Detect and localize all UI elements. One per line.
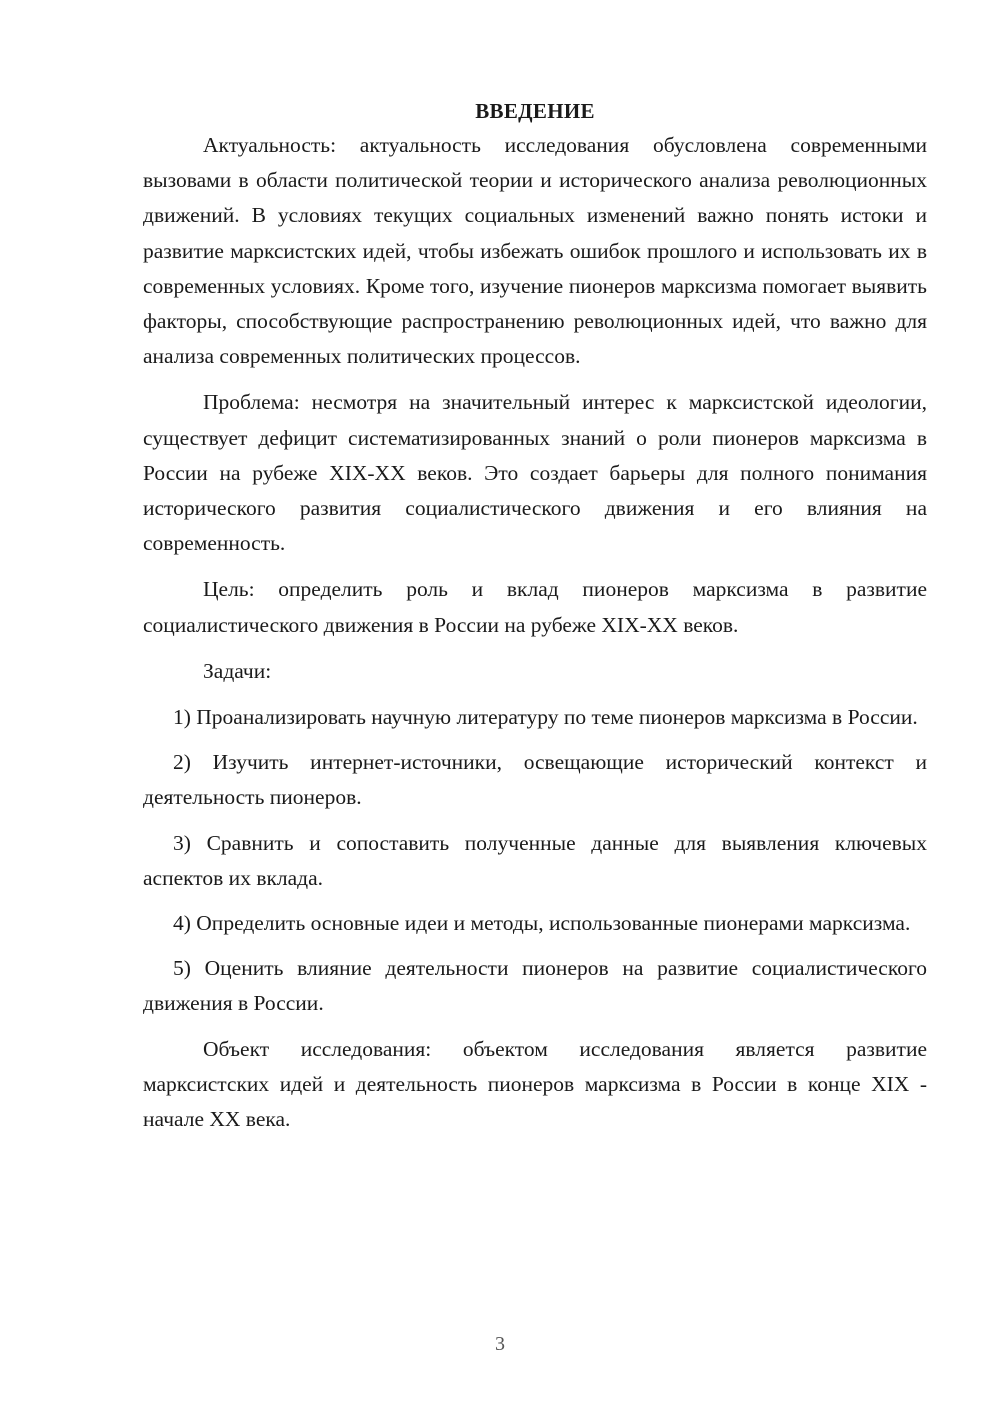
task-item: 4) Определить основные идеи и методы, использованные пионерами марксизма.	[173, 911, 911, 936]
page-number: 3	[495, 1333, 505, 1355]
problem-paragraph: Проблема: несмотря на значительный интерес к марксистской идеологии, существует дефицит систематизированных знаний о роли пионеров марксизма в России на рубеже XIX-XX веков. Это создает барьеры для полного понимания исторического развития социалистического движения и его влияния на современность.	[143, 390, 927, 556]
task-item: 1) Проанализировать научную литературу по теме пионеров марксизма в России.	[173, 705, 918, 730]
relevance-paragraph: Актуальность: актуальность исследования обусловлена современными вызовами в области политической теории и исторического анализа революционных движений. В условиях текущих социальных изменений важно понять истоки и развитие марксистских идей, чтобы избежать ошибок прошлого и использовать их в современных условиях. Кроме того, изучение пионеров марксизма помогает выявить факторы, способствующие распространению революционных идей, что важно для анализа современных политических процессов.	[143, 133, 927, 369]
document-page	[143, 96, 927, 1148]
tasks-heading: Задачи:	[203, 658, 272, 683]
task-item: 2) Изучить интернет-источники, освещающие исторический контекст и деятельность пионеров.	[143, 750, 927, 810]
task-item: 3) Сравнить и сопоставить полученные данные для выявления ключевых аспектов их вклада.	[143, 830, 927, 890]
page-title: ВВЕДЕНИЕ	[475, 99, 595, 123]
task-item: 5) Оценить влияние деятельности пионеров на развитие социалистического движения в России.	[143, 956, 927, 1016]
object-paragraph: Объект исследования: объектом исследования является развитие марксистских идей и деятельность пионеров марксизма в России в конце XIX - начале XX века.	[143, 1036, 927, 1132]
goal-paragraph: Цель: определить роль и вклад пионеров марксизма в развитие социалистического движения в России на рубеже XIX-XX веков.	[143, 577, 927, 637]
